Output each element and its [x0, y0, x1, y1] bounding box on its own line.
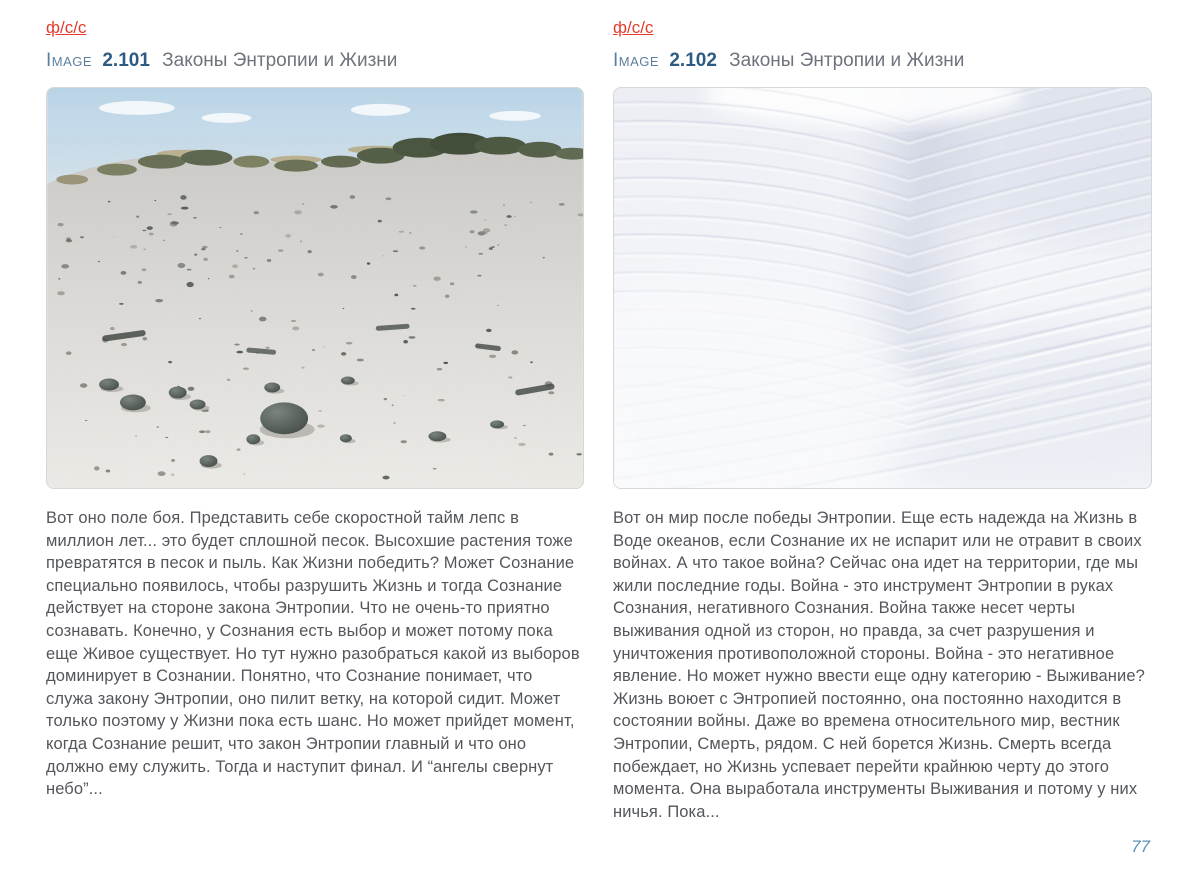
paragraph-left: Вот оно поле боя. Представить себе скоростной тайм лепс в миллион лет... это будет сплошной песок. Высохшие растения тоже превратятся в песок и пыль. Как Жизни победить? Может Сознание специально появилось, чтобы разрушить Жизнь и тогда Сознание действует на стороне закона Энтропии. Что не очень-то приятно сознавать. Конечно, у Сознания есть выбор и может потому пока еще Живое существует. Но тут нужно разобраться какой из выборов доминирует в Сознании. Понятно, что Сознание понимает, что служа закону Энтропии, оно пилит ветку, на которой сидит. Может только поэтому у Жизни пока есть шанс. Но может прийдет момент, когда Сознание решит, что закон Энтропии главный и что оно должно ему служить. Тогда и наступит финал. И “ангелы свернут небо”...: [46, 509, 580, 799]
figure-number: 2.102: [669, 50, 717, 71]
figure-label: Image: [46, 50, 93, 71]
figure-caption-right: [613, 50, 1152, 72]
figure-caption-left: [46, 50, 584, 72]
page-number: 77: [1131, 837, 1150, 856]
fsc-link-left[interactable]: ф/с/с: [46, 18, 87, 37]
beach-photo-illustration: [47, 88, 583, 488]
figure-title: Законы Энтропии и Жизни: [729, 50, 965, 71]
sand-grain-texture: [47, 168, 582, 488]
figure-title: Законы Энтропии и Жизни: [162, 50, 398, 71]
figure-label: Image: [613, 50, 660, 71]
fsc-link-right[interactable]: ф/с/с: [613, 18, 654, 37]
photo-sand-ripples: [613, 87, 1152, 489]
ripples-photo-illustration: [614, 88, 1151, 488]
figure-block-left: [46, 18, 584, 801]
figure-number: 2.101: [102, 50, 150, 71]
paragraph-right: Вот он мир после победы Энтропии. Еще есть надежда на Жизнь в Воде океанов, если Сознание их не испарит или не отравит в своих войнах. А что такое война? Сейчас она идет на территории, где мы жили последние годы. Война - это инструмент Энтропии в руках Сознания, негативного Сознания. Война также несет черты выживания одной из сторон, но правда, за счет разрушения и уничтожения противоположной стороны. Война - это негативное явление. Но может нужно ввести еще одну категорию - Выживание? Жизнь воюет с Энтропией постоянно, она постоянно находится в состоянии войны. Даже во времена относительного мир, вестник Энтропии, Смерть, рядом. С ней борется Жизнь. Смерть всегда побеждает, но Жизнь успевает перейти крайнюю черту до этого момента. Она выработала инструменты Выживания и потому у них ничья. Пока...: [613, 509, 1145, 821]
photo-beach-debris: [46, 87, 584, 489]
figure-block-right: [613, 18, 1152, 823]
sand-grain-texture: [614, 88, 1150, 488]
